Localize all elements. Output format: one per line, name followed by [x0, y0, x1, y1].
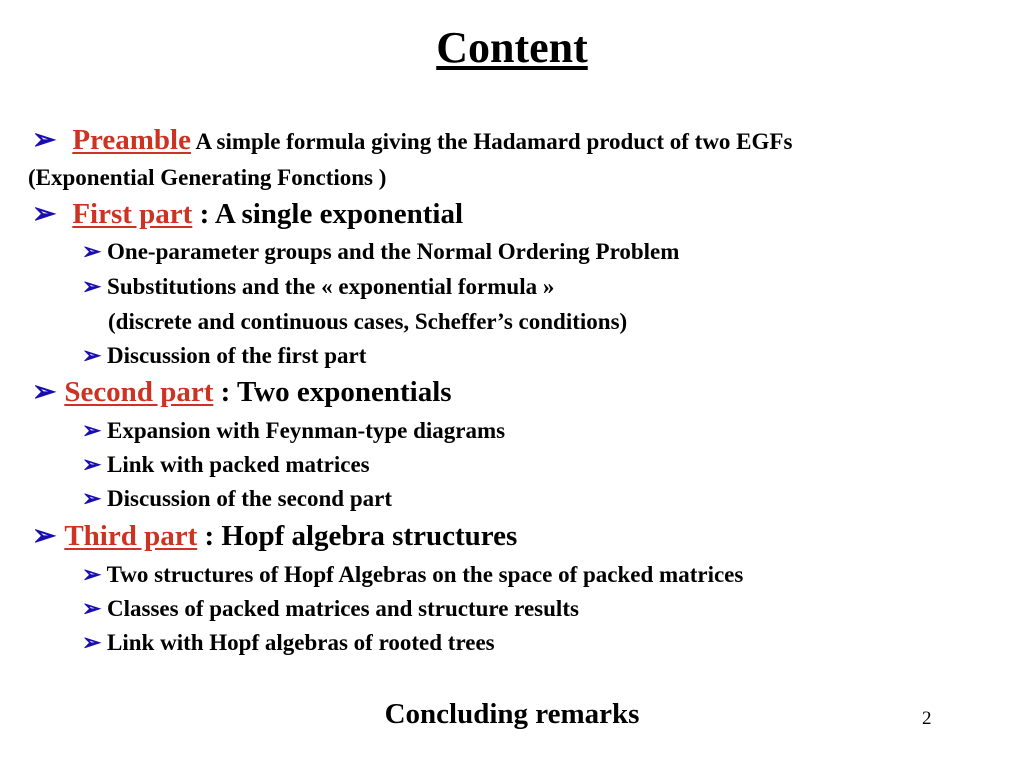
arrow-bullet-icon: ➢ — [82, 596, 102, 621]
page-number: 2 — [922, 708, 932, 729]
arrow-bullet-icon: ➢ — [82, 274, 102, 299]
list-item: ➢ Discussion of the second part — [82, 486, 392, 511]
third-part-label: Third part — [64, 520, 198, 552]
preamble-text-continued: (Exponential Generating Fonctions ) — [28, 165, 387, 190]
list-item: ➢ Two structures of Hopf Algebras on the space of packed matrices — [82, 562, 744, 587]
third-part-line — [32, 522, 517, 551]
list-item: ➢ Classes of packed matrices and structure results — [82, 596, 579, 621]
arrow-bullet-icon: ➢ — [82, 452, 102, 477]
preamble-text: A simple formula giving the Hadamard product of two EGFs — [190, 129, 793, 154]
arrow-bullet-icon: ➢ — [82, 562, 102, 587]
first-part-line — [32, 200, 463, 229]
arrow-bullet-icon: ➢ — [32, 376, 57, 408]
first-part-text: : A single exponential — [192, 198, 464, 230]
list-item: ➢ One-parameter groups and the Normal Ordering Problem — [82, 239, 680, 264]
second-part-text: : Two exponentials — [213, 376, 452, 408]
list-item: ➢ Link with Hopf algebras of rooted trees — [82, 630, 495, 655]
slide-title: Content — [436, 23, 588, 72]
list-item: ➢ Substitutions and the « exponential formula » — [82, 274, 555, 299]
list-item: ➢ Expansion with Feynman-type diagrams — [82, 418, 506, 443]
list-item: ➢ Link with packed matrices — [82, 452, 370, 477]
preamble-line — [32, 126, 792, 155]
arrow-bullet-icon: ➢ — [82, 486, 102, 511]
arrow-bullet-icon: ➢ — [32, 198, 57, 230]
first-part-label: First part — [72, 198, 193, 230]
list-item-continuation: (discrete and continuous cases, Scheffer’s conditions) — [108, 309, 628, 334]
arrow-bullet-icon: ➢ — [82, 239, 102, 264]
arrow-bullet-icon: ➢ — [82, 630, 102, 655]
third-part-text: : Hopf algebra structures — [197, 520, 518, 552]
concluding-remarks: Concluding remarks — [384, 698, 640, 730]
arrow-bullet-icon: ➢ — [82, 343, 102, 368]
arrow-bullet-icon: ➢ — [32, 124, 57, 156]
arrow-bullet-icon: ➢ — [82, 418, 102, 443]
second-part-label: Second part — [64, 376, 214, 408]
list-item: ➢ Discussion of the first part — [82, 343, 367, 368]
preamble-label: Preamble — [72, 124, 191, 156]
arrow-bullet-icon: ➢ — [32, 520, 57, 552]
second-part-line — [32, 378, 452, 407]
